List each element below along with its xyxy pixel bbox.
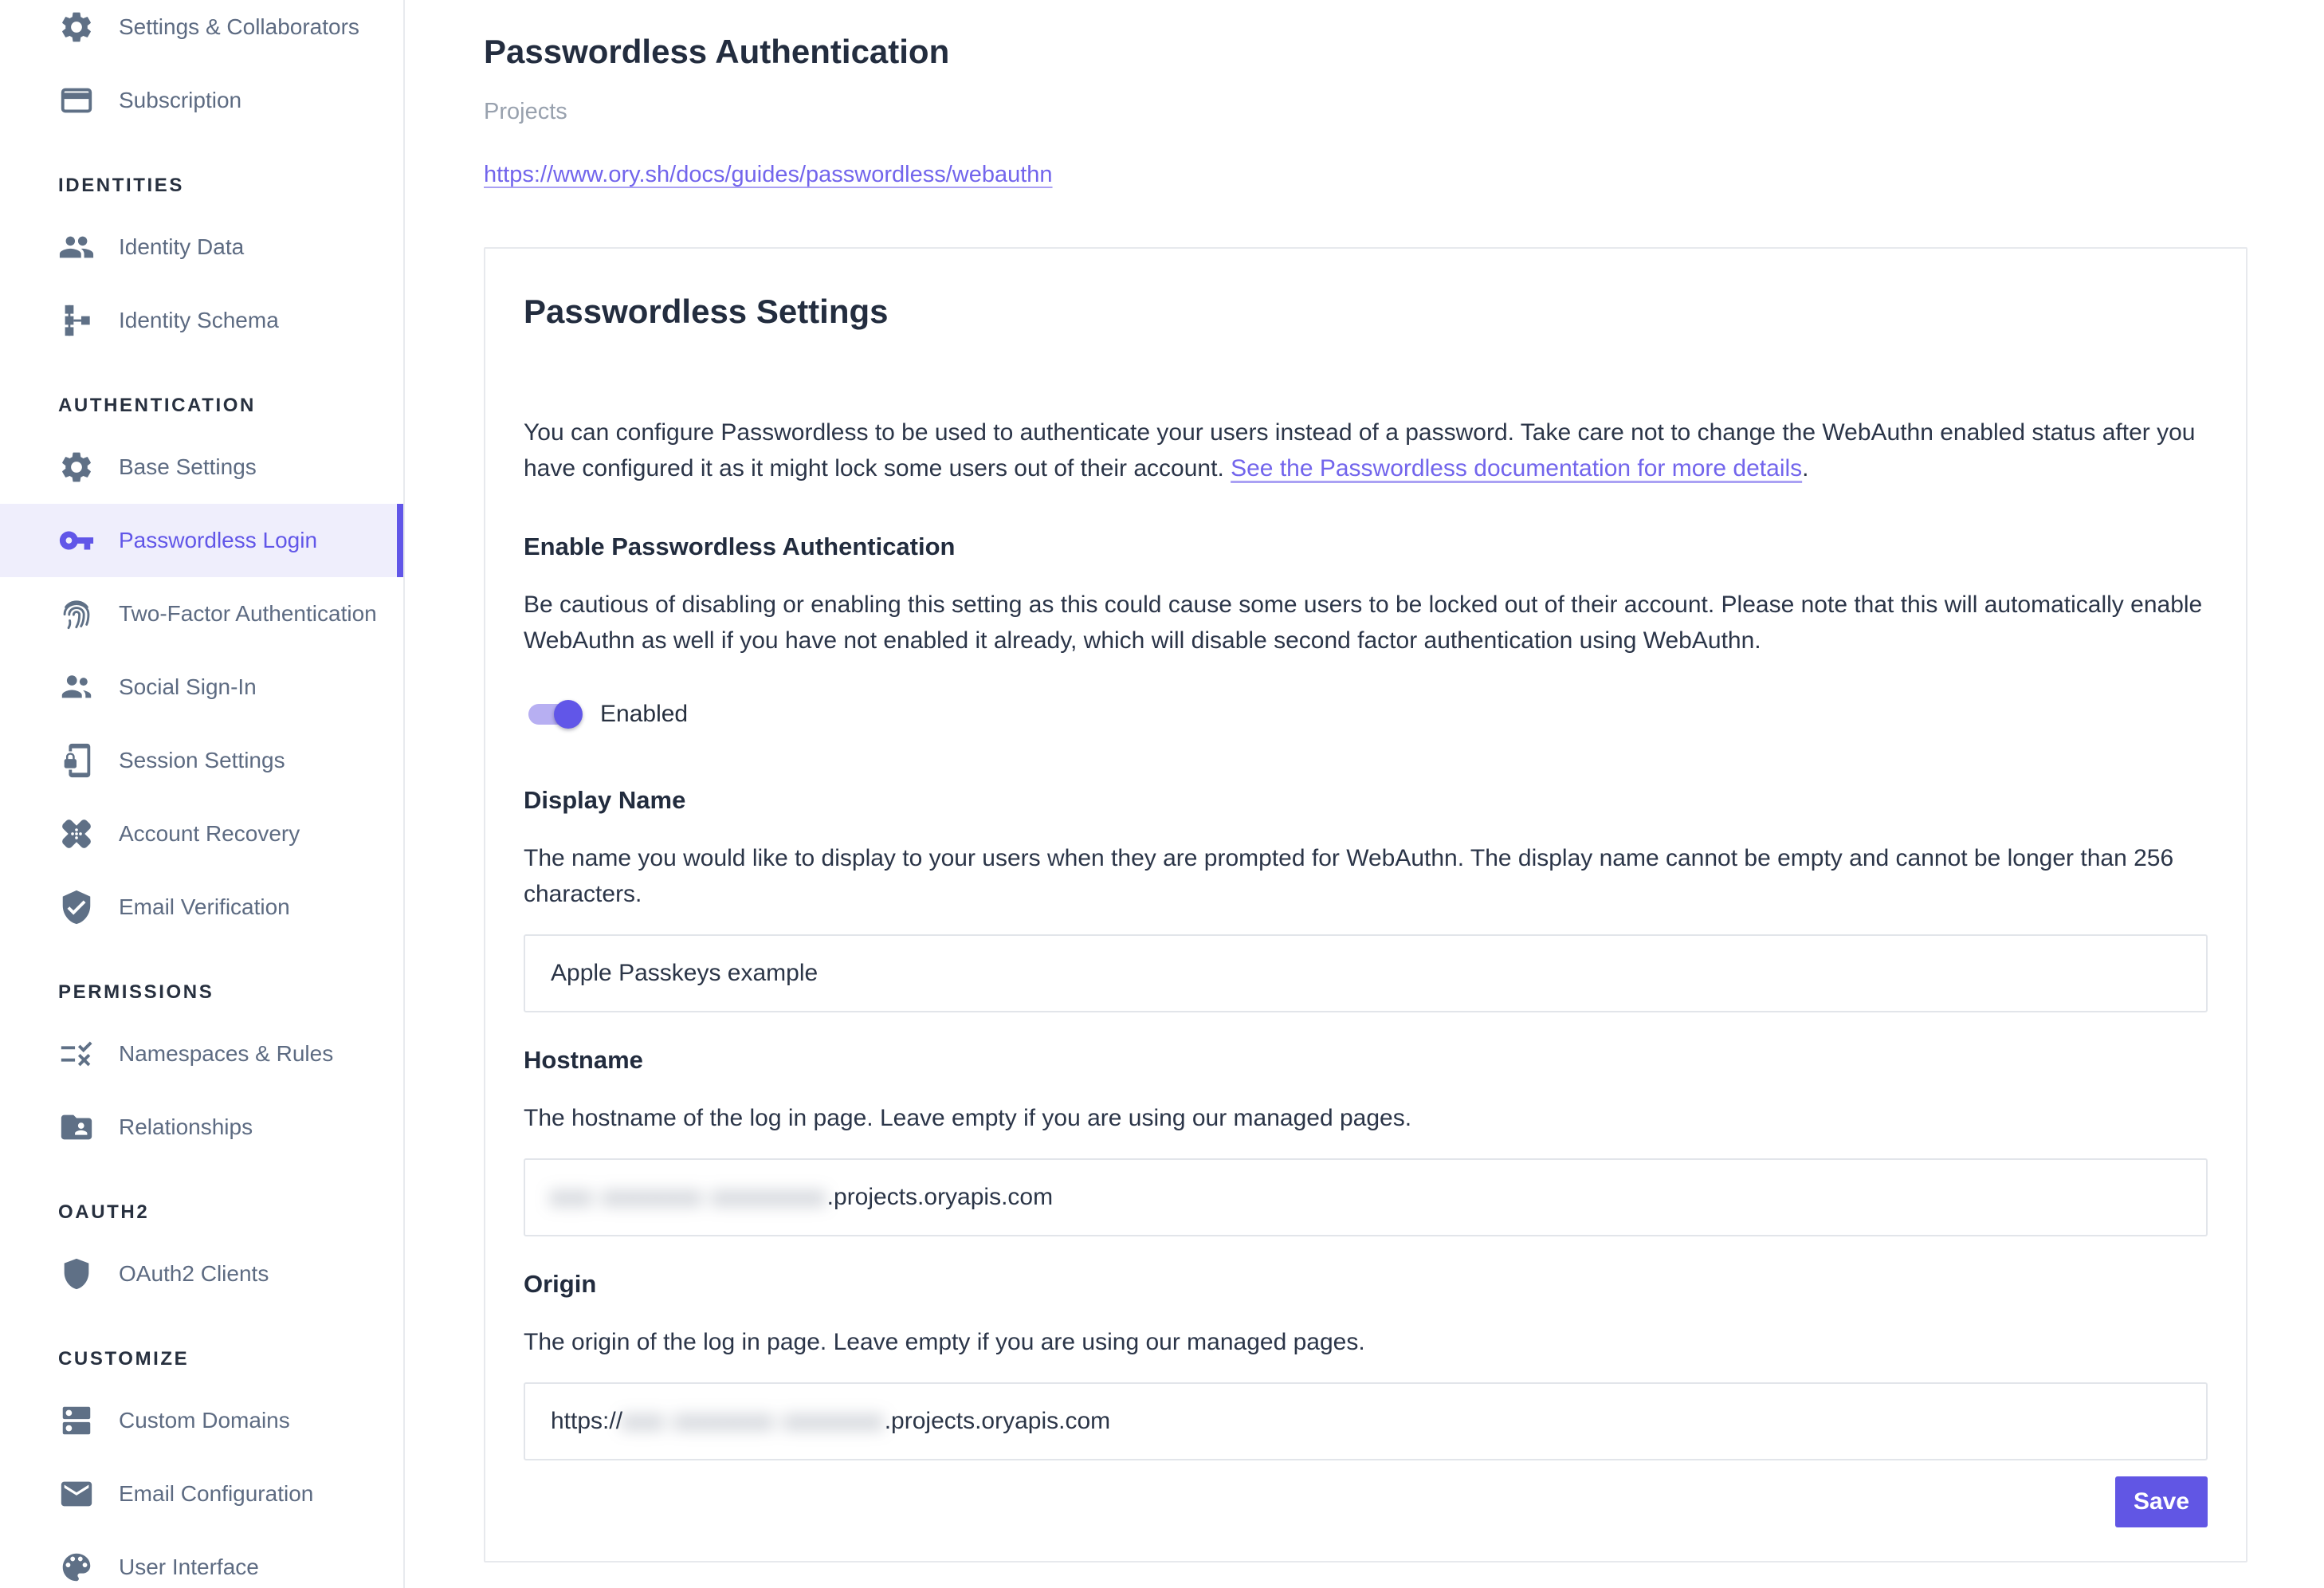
passwordless-enabled-toggle[interactable] <box>528 700 578 729</box>
sidebar-item-oauth2-clients[interactable] <box>0 1237 403 1311</box>
sidebar-item-email-verification[interactable] <box>0 871 403 944</box>
sidebar-section-customize: CUSTOMIZE <box>58 1348 190 1370</box>
sidebar-item-label: Identity Data <box>119 234 245 259</box>
sidebar-item-label: OAuth2 Clients <box>119 1261 269 1286</box>
intro-paragraph <box>524 415 2208 486</box>
sidebar-item-label: Custom Domains <box>119 1408 290 1433</box>
sidebar-item-label: Account Recovery <box>119 821 300 846</box>
phone-lock-icon <box>58 742 95 779</box>
sidebar-item-passwordless-login[interactable] <box>0 504 403 577</box>
fingerprint-icon <box>58 596 95 632</box>
passwordless-settings-card <box>484 247 2247 1562</box>
healing-icon <box>58 816 95 852</box>
sidebar-section-authentication: AUTHENTICATION <box>58 395 256 416</box>
sidebar-item-label: Settings & Collaborators <box>119 14 359 39</box>
sidebar-item-label: Email Verification <box>119 894 290 919</box>
gear-icon <box>58 9 95 45</box>
schema-icon <box>58 302 95 339</box>
origin-input[interactable] <box>524 1382 2208 1460</box>
sidebar-item-label: Subscription <box>119 88 242 112</box>
sidebar-item-label: Namespaces & Rules <box>119 1041 334 1066</box>
hostname-redacted-blur: xxx xxxxxxx xxxxxxxx <box>551 1184 827 1210</box>
sidebar <box>0 0 405 1588</box>
sidebar-item-label: Passwordless Login <box>119 528 318 552</box>
hostname-input[interactable] <box>524 1158 2208 1236</box>
palette-icon <box>58 1549 95 1586</box>
social-icon <box>58 669 95 706</box>
enable-description: Be cautious of disabling or enabling this setting as this could cause some users to be locked out of their account. Please note that this will automatically enable WebAuthn as well if you have not enabled it already, which will disable second factor authentication using WebAuthn. <box>524 592 2203 654</box>
display-name-input[interactable] <box>524 934 2208 1012</box>
sidebar-item-account-recovery[interactable] <box>0 797 403 871</box>
sidebar-item-two-factor-authentication[interactable] <box>0 577 403 651</box>
folder-person-icon <box>58 1109 95 1146</box>
sidebar-item-label: Identity Schema <box>119 308 279 332</box>
shield-icon <box>58 1256 95 1292</box>
shield-check-icon <box>58 889 95 926</box>
sidebar-item-session-settings[interactable] <box>0 724 403 797</box>
sidebar-item-identity-data[interactable] <box>0 210 403 284</box>
origin-prefix: https:// <box>551 1408 623 1434</box>
origin-suffix: .projects.oryapis.com <box>884 1408 1111 1434</box>
gear-icon <box>58 449 95 485</box>
rule-icon <box>58 1036 95 1072</box>
sidebar-item-email-configuration[interactable] <box>0 1457 403 1531</box>
page-title: Passwordless Authentication <box>484 33 950 70</box>
sidebar-item-namespaces-rules[interactable] <box>0 1017 403 1091</box>
webauthn-docs-link[interactable]: https://www.ory.sh/docs/guides/passwordless/webauthn <box>484 162 1053 187</box>
sidebar-item-base-settings[interactable] <box>0 430 403 504</box>
sidebar-item-label: User Interface <box>119 1555 259 1579</box>
sidebar-item-relationships[interactable] <box>0 1091 403 1164</box>
sidebar-item-label: Social Sign-In <box>119 674 257 699</box>
hostname-description: The hostname of the log in page. Leave empty if you are using our managed pages. <box>524 1105 1412 1131</box>
origin-redacted-blur: xxx xxxxxxx xxxxxxx <box>622 1408 885 1434</box>
toggle-thumb <box>554 700 583 729</box>
save-button[interactable]: Save <box>2115 1476 2208 1527</box>
toggle-label: Enabled <box>600 701 689 727</box>
intro-text: You can configure Passwordless to be used to authenticate your users instead of a password. Take care not to change the WebAuthn enabled status after you have configured it as it might lock some users out of their account. <box>524 419 2196 482</box>
sidebar-item-label: Email Configuration <box>119 1481 314 1506</box>
breadcrumb: Projects <box>484 99 567 124</box>
sidebar-section-oauth2: OAUTH2 <box>58 1201 150 1223</box>
sidebar-section-identities: IDENTITIES <box>58 175 185 196</box>
main-content <box>405 0 2324 1588</box>
mail-icon <box>58 1476 95 1512</box>
intro-suffix: . <box>1802 455 1809 482</box>
sidebar-item-identity-schema[interactable] <box>0 284 403 357</box>
hostname-suffix: .projects.oryapis.com <box>826 1184 1054 1210</box>
sidebar-nav <box>0 0 403 1588</box>
sidebar-item-label: Relationships <box>119 1114 253 1139</box>
sidebar-item-settings-collaborators[interactable] <box>0 0 403 64</box>
display-name-description: The name you would like to display to your users when they are prompted for WebAuthn. The display name cannot be empty and cannot be longer than 256 characters. <box>524 845 2174 907</box>
sidebar-item-social-sign-in[interactable] <box>0 651 403 724</box>
origin-description: The origin of the log in page. Leave empty if you are using our managed pages. <box>524 1329 1365 1355</box>
origin-title: Origin <box>524 1270 597 1298</box>
card-title: Passwordless Settings <box>524 293 889 330</box>
sidebar-item-label: Base Settings <box>119 454 257 479</box>
sidebar-item-subscription[interactable] <box>0 64 403 137</box>
credit-card-icon <box>58 82 95 119</box>
sidebar-item-label: Session Settings <box>119 748 285 772</box>
enable-section-title: Enable Passwordless Authentication <box>524 533 956 560</box>
display-name-value: Apple Passkeys example <box>551 960 819 986</box>
display-name-title: Display Name <box>524 786 686 814</box>
sidebar-item-user-interface[interactable] <box>0 1531 403 1588</box>
sidebar-item-label: Two-Factor Authentication <box>119 601 377 626</box>
sidebar-section-permissions: PERMISSIONS <box>58 981 214 1003</box>
passwordless-docs-link[interactable]: See the Passwordless documentation for more details <box>1231 455 1803 482</box>
card-footer <box>524 1476 2208 1527</box>
dns-icon <box>58 1402 95 1439</box>
hostname-title: Hostname <box>524 1046 643 1074</box>
sidebar-item-custom-domains[interactable] <box>0 1384 403 1457</box>
key-icon <box>58 522 95 559</box>
toggle-row <box>524 689 2208 740</box>
people-icon <box>58 229 95 265</box>
